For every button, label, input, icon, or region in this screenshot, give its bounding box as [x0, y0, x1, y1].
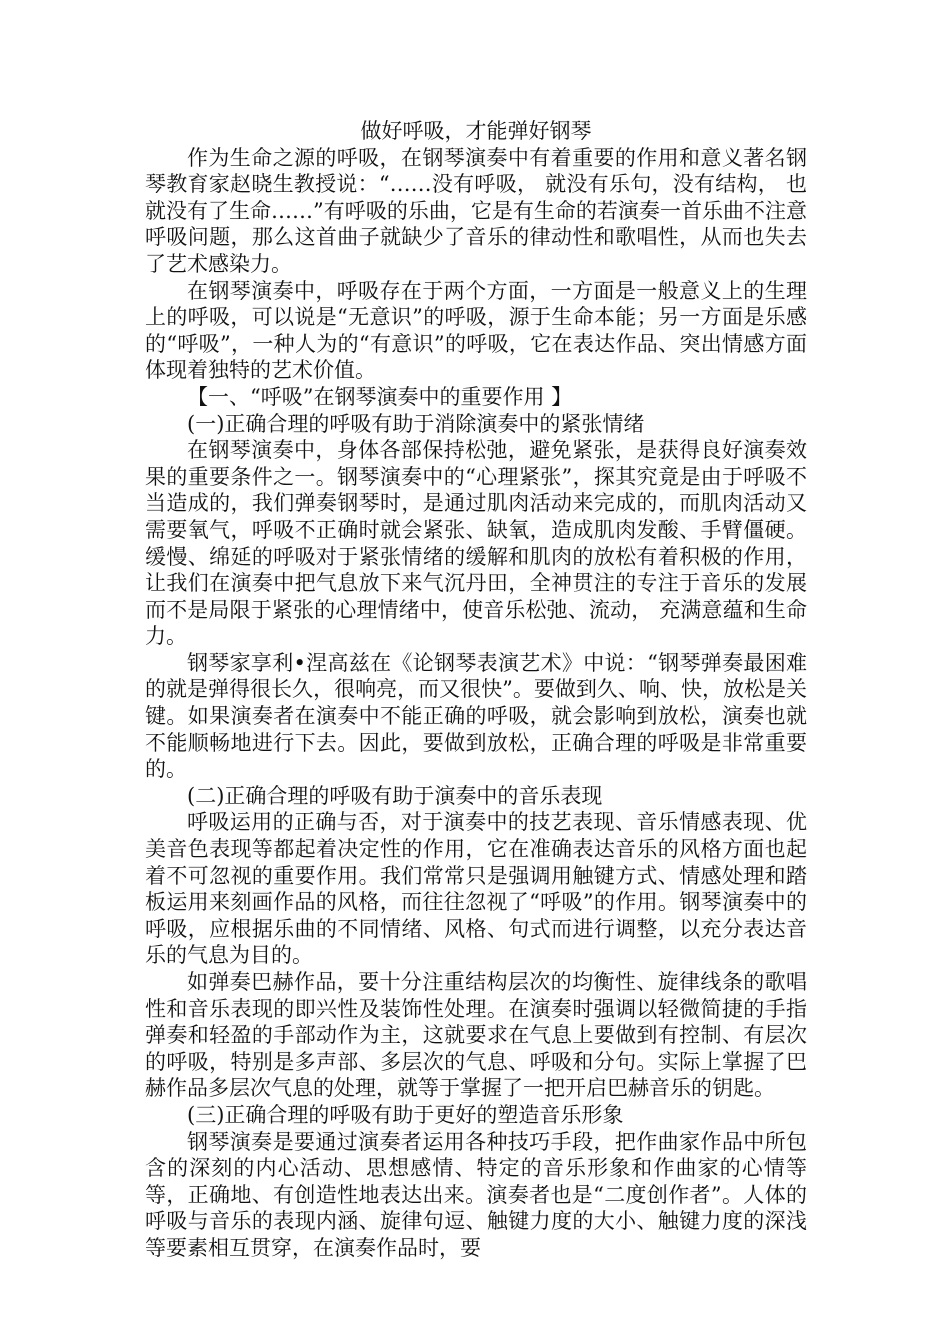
paragraph-expression: 呼吸运用的正确与否，对于演奏中的技艺表现、音乐情感表现、优美音色表现等都起着决定性的作用，它在准确表达音乐的风格方面也起着不可忽视的重要作用。我们常常只是强调用触键方式、情感处理和踏板运用来刻画作品的风格，而往往忽视了“呼吸”的作用。钢琴演奏中的呼吸，应根据乐曲的不同情绪、风格、句式而进行调整，以充分表达音乐的气息为目的。	[145, 810, 807, 968]
subsection-heading-3: (三)正确合理的呼吸有助于更好的塑造音乐形象	[187, 1102, 624, 1127]
document-title: 做好呼吸，才能弹好钢琴	[360, 119, 592, 143]
paragraph-intro: 作为生命之源的呼吸，在钢琴演奏中有着重要的作用和意义著名钢琴教育家赵晓生教授说：“……没有呼吸， 就没有乐句，没有结构， 也就没有了生命……”有呼吸的乐曲，它是有生命的若演奏一首乐曲不注意呼吸问题，那么这首曲子就缺少了音乐的律动性和歌唱性，从而也失去了艺术感染力。	[145, 145, 807, 276]
paragraph-bach: 如弹奏巴赫作品，要十分注重结构层次的均衡性、旋律线条的歌唱性和音乐表现的即兴性及装饰性处理。在演奏时强调以轻微简捷的手指弹奏和轻盈的手部动作为主，这就要求在气息上要做到有控制、有层次的呼吸，特别是多声部、多层次的气息、呼吸和分句。实际上掌握了巴赫作品多层次气息的处理，就等于掌握了一把开启巴赫音乐的钥匙。	[145, 970, 807, 1101]
paragraph-neuhaus: 钢琴家享利•涅高兹在《论钢琴表演艺术》中说：“钢琴弹奏最困难的就是弹得很长久，很响亮，而又很快”。要做到久、响、快，放松是关键。如果演奏者在演奏中不能正确的呼吸，就会影响到放松，演奏也就不能顺畅地进行下去。因此，要做到放松，正确合理的呼吸是非常重要的。	[145, 650, 807, 782]
paragraph-image: 钢琴演奏是要通过演奏者运用各种技巧手段，把作曲家作品中所包含的深刻的内心活动、思想感情、特定的音乐形象和作曲家的心情等等，正确地、有创造性地表达出来。演奏者也是“二度创作者”。人体的呼吸与音乐的表现内涵、旋律句逗、触键力度的大小、触键力度的深浅等要素相互贯穿，在演奏作品时，要	[145, 1129, 807, 1260]
paragraph-two-aspects: 在钢琴演奏中，呼吸存在于两个方面，一方面是一般意义上的生理上的呼吸，可以说是“无意识”的呼吸，源于生命本能；另一方面是乐感的“呼吸”，一种人为的“有意识”的呼吸，它在表达作品、突出情感方面体现着独特的艺术价值。	[145, 278, 807, 383]
document-page	[145, 118, 807, 1262]
subsection-heading-2: (二)正确合理的呼吸有助于演奏中的音乐表现	[187, 783, 603, 808]
paragraph-tension: 在钢琴演奏中，身体各部保持松弛，避免紧张，是获得良好演奏效果的重要条件之一。钢琴演奏中的“心理紧张”，探其究竟是由于呼吸不当造成的，我们弹奏钢琴时，是通过肌肉活动来完成的，而肌肉活动又需要氧气，呼吸不正确时就会紧张、缺氧，造成肌肉发酸、手臂僵硬。缓慢、绵延的呼吸对于紧张情绪的缓解和肌肉的放松有着积极的作用，让我们在演奏中把气息放下来气沉丹田，全神贯注的专注于音乐的发展而不是局限于紧张的心理情绪中，使音乐松弛、流动， 充满意蕴和生命力。	[145, 438, 807, 649]
section-heading-1: 【一、“呼吸”在钢琴演奏中的重要作用 】	[187, 384, 573, 409]
subsection-heading-1: (一)正确合理的呼吸有助于消除演奏中的紧张情绪	[187, 411, 645, 436]
